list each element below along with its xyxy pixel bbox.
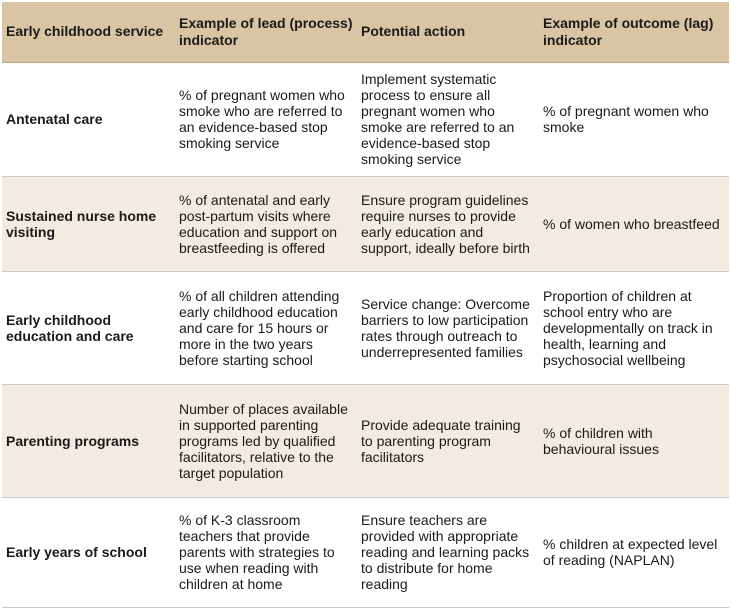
table-row [2, 497, 729, 607]
lead-indicator-cell: % of K-3 classroom teachers that provide parents with strategies to use when reading with children at home [175, 497, 357, 607]
service-cell: Early childhood education and care [2, 271, 175, 384]
indicator-table-container [2, 2, 729, 607]
potential-action-cell: Ensure program guidelines require nurses to provide early education and support, ideally before birth [357, 176, 539, 271]
potential-action-cell: Service change: Overcome barriers to low participation rates through outreach to underrepresented families [357, 271, 539, 384]
lead-indicator-cell: Number of places available in supported parenting programs led by qualified facilitators, relative to the target population [175, 384, 357, 497]
outcome-indicator-cell: % of women who breastfeed [539, 176, 729, 271]
lead-indicator-cell: % of all children attending early childhood education and care for 15 hours or more in the two years before starting school [175, 271, 357, 384]
indicator-table [2, 2, 729, 608]
lead-indicator-cell: % of pregnant women who smoke who are referred to an evidence-based stop smoking service [175, 62, 357, 176]
potential-action-cell: Ensure teachers are provided with appropriate reading and learning packs to distribute for home reading [357, 497, 539, 607]
header-early-childhood-service: Early childhood service [2, 2, 175, 62]
service-cell: Antenatal care [2, 62, 175, 176]
header-lead-indicator: Example of lead (process) indicator [175, 2, 357, 62]
outcome-indicator-cell: Proportion of children at school entry who are developmentally on track in health, learning and psychosocial wellbeing [539, 271, 729, 384]
service-cell: Sustained nurse home visiting [2, 176, 175, 271]
outcome-indicator-cell: % of children with behavioural issues [539, 384, 729, 497]
service-cell: Parenting programs [2, 384, 175, 497]
table-header-row [2, 2, 729, 62]
lead-indicator-cell: % of antenatal and early post-partum visits where education and support on breastfeeding is offered [175, 176, 357, 271]
header-outcome-indicator: Example of outcome (lag) indicator [539, 2, 729, 62]
table-row [2, 271, 729, 384]
table-row [2, 62, 729, 176]
outcome-indicator-cell: % of pregnant women who smoke [539, 62, 729, 176]
potential-action-cell: Implement systematic process to ensure all pregnant women who smoke are referred to an evidence-based stop smoking service [357, 62, 539, 176]
service-cell: Early years of school [2, 497, 175, 607]
header-potential-action: Potential action [357, 2, 539, 62]
table-row [2, 176, 729, 271]
table-row [2, 384, 729, 497]
potential-action-cell: Provide adequate training to parenting program facilitators [357, 384, 539, 497]
outcome-indicator-cell: % children at expected level of reading (NAPLAN) [539, 497, 729, 607]
